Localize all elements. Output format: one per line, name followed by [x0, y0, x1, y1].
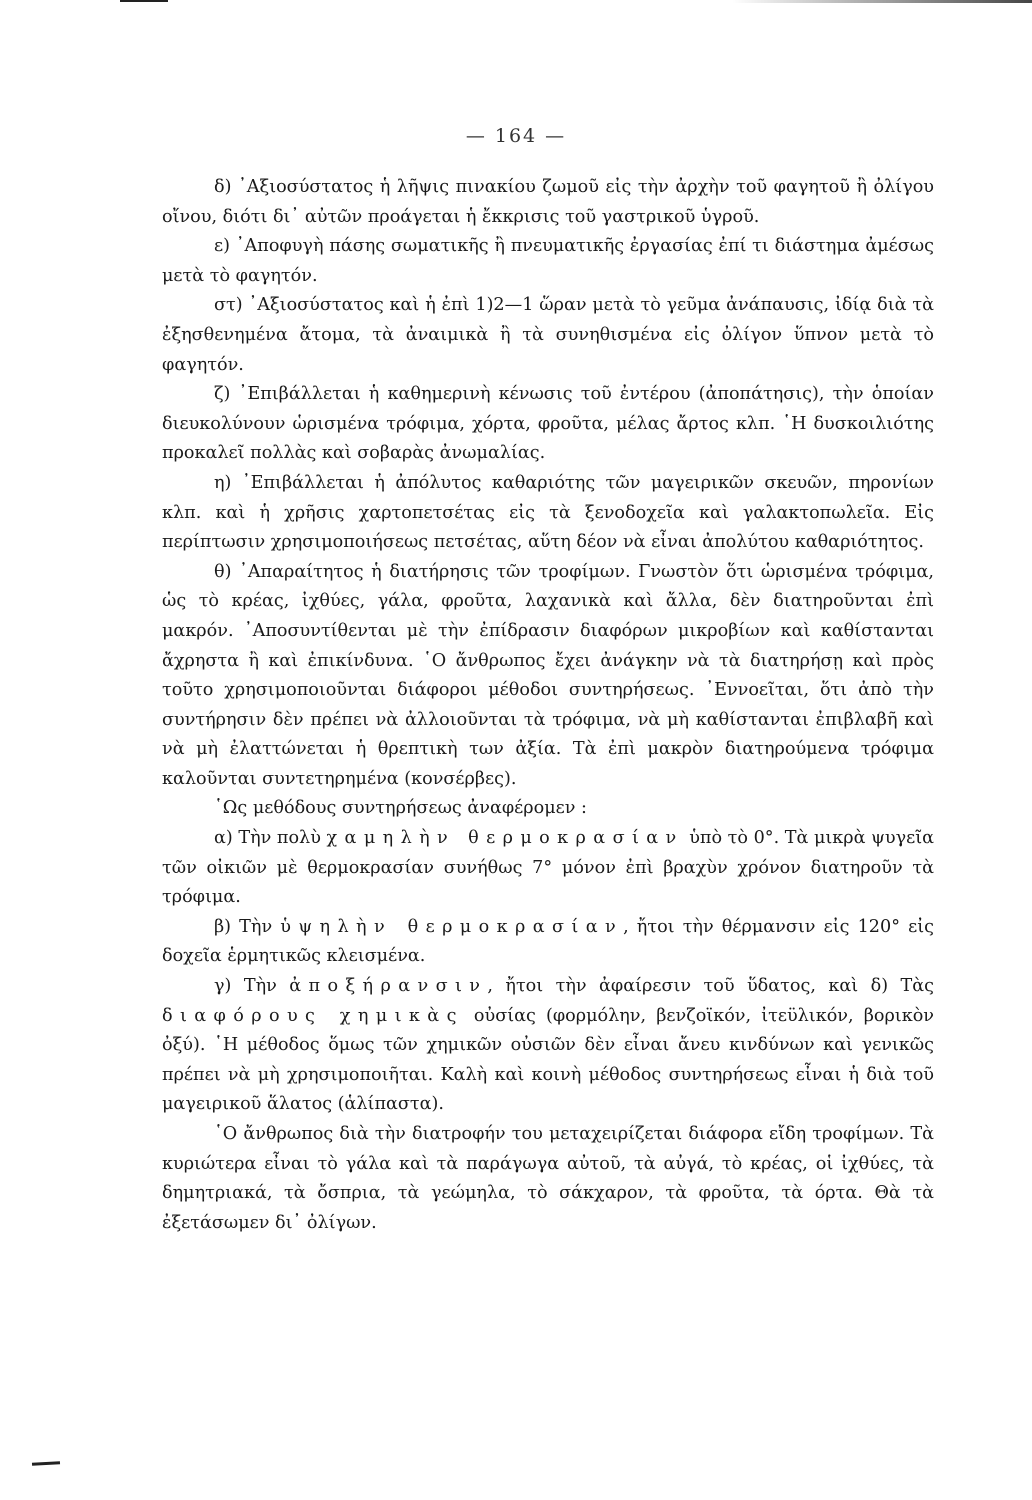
margin-mark: [32, 1461, 60, 1465]
paragraph-g-spaced-2: διαφόρους χημικὰς: [162, 1005, 464, 1026]
paragraph-b-rest: , ἤτοι τὴν θέρμανσιν εἰς 120° εἰς δοχεῖα ἑρμητικῶς κλεισμένα.: [162, 916, 934, 967]
paragraph-a-spaced: χαμηλὴν θερμοκρασίαν: [326, 828, 684, 849]
paragraph-b-spaced: ὑψηλὴν θερμοκρασίαν: [280, 916, 624, 937]
paragraph-d: δ) ᾽Αξιοσύστατος ἡ λῆψις πινακίου ζωμοῦ εἰς τὴν ἀρχὴν τοῦ φαγητοῦ ἢ ὀλίγου οἴνου, διότι δι᾽ αὐτῶν προάγεται ἡ ἔκκρισις τοῦ γαστρικοῦ ὑγροῦ.: [162, 177, 934, 227]
paragraph-th: θ) ᾽Απαραίτητος ἡ διατήρησις τῶν τροφίμων. Γνωστὸν ὅτι ὡρισμένα τρόφιμα, ὡς τὸ κρέας, ἰχθύες, γάλα, φροῦτα, λαχανικὰ καὶ ἄλλα, δὲν διατηροῦνται ἐπὶ μακρόν. ᾽Αποσυντίθενται μὲ τὴν ἐπίδρασιν διαφόρων μικροβίων καὶ καθίστανται ἄχρηστα ἢ καὶ ἐπικίνδυνα. ῾Ο ἄνθρωπος ἔχει ἀνάγκην νὰ τὰ διατηρήσῃ καὶ πρὸς τοῦτο χρησιμοποιοῦνται διάφοροι μέθοδοι συντηρήσεως. ᾽Εννοεῖται, ὅτι ἀπὸ τὴν συντήρησιν δὲν πρέπει νὰ ἀλλοιοῦνται τὰ τρόφιμα, νὰ μὴ καθίστανται ἐπιβλαβῆ καὶ νὰ μὴ ἐλαττώνεται ἡ θρεπτικὴ των ἀξία. Τὰ ἐπὶ μακρὸν διατηρούμενα τρόφιμα καλοῦνται συντετηρημένα (κονσέρβες).: [162, 561, 934, 789]
paragraph-closing: ῾Ο ἄνθρωπος διὰ τὴν διατροφήν του μεταχειρίζεται διάφορα εἴδη τροφίμων. Τὰ κυριώτερα εἶναι τὸ γάλα καὶ τὰ παράγωγα αὐτοῦ, τὰ αὐγά, τὸ κρέας, οἱ ἰχθύες, τὰ δημητριακά, τὰ ὄσπρια, τὰ γεώμηλα, τὸ σάκχαρον, τὰ φροῦτα, τὰ όρτα. Θὰ τὰ ἐξετάσωμεν δι᾽ ὀλίγων.: [162, 1124, 934, 1233]
paragraph-g-middle: , ἤτοι τὴν ἀφαίρεσιν τοῦ ὕδατος, καὶ δ) Τὰς: [487, 976, 934, 997]
scan-top-edge: [732, 0, 1032, 3]
paragraph-h: η) ᾽Επιβάλλεται ἡ ἀπόλυτος καθαριότης τῶν μαγειρικῶν σκευῶν, πηρονίων κλπ. καὶ ἡ χρῆσις χαρτοπετσέτας εἰς τὰ ξενοδοχεῖα καὶ γαλακτοπωλεῖα. Εἰς περίπτωσιν χρησιμοποιήσεως πετσέτας, αὕτη δέον νὰ εἶναι ἀπολύτου καθαριότητος.: [162, 472, 934, 553]
paragraph-b-prefix: β) Τὴν: [214, 916, 281, 937]
body-text: [162, 173, 934, 1238]
paragraph-g: [162, 972, 934, 1120]
paragraph-g-spaced-1: ἀποξήρανσιν: [289, 976, 488, 997]
scan-top-rule: [120, 0, 168, 2]
paragraph-a-prefix: α) Τὴν πολὺ: [214, 828, 327, 849]
paragraph-e: ε) ᾽Αποφυγὴ πάσης σωματικῆς ἢ πνευματικῆς ἐργασίας ἐπί τι διάστημα ἀμέσως μετὰ τὸ φαγητόν.: [162, 236, 934, 286]
paragraph-a: [162, 824, 934, 913]
paragraph-a-rest: ὑπὸ τὸ 0°. Τὰ μικρὰ ψυγεῖα τῶν οἰκιῶν μὲ θερμοκρασίαν συνήθως 7° μόνον ἐπὶ βραχὺν χρόνον διατηροῦν τὰ τρόφιμα.: [162, 828, 935, 908]
methods-intro: ῾Ως μεθόδους συντηρήσεως ἀναφέρομεν :: [214, 798, 587, 819]
paragraph-g-rest: οὐσίας (φορμόλην, βενζοϊκόν, ἰτεϋλικόν, βορικὸν ὀξύ). ῾Η μέθοδος ὅμως τῶν χημικῶν οὐσιῶν δὲν εἶναι ἄνευ κινδύνων καὶ γενικῶς πρέπει νὰ μὴ χρησιμοποιῆται. Καλὴ καὶ κοινὴ μέθοδος συντηρήσεως εἶναι ἡ διὰ τοῦ μαγειρικοῦ ἅλατος (ἁλίπαστα).: [162, 1005, 934, 1115]
page-number: — 164 —: [465, 125, 567, 147]
paragraph-b: [162, 913, 934, 972]
paragraph-z: ζ) ᾽Επιβάλλεται ἡ καθημερινὴ κένωσις τοῦ ἐντέρου (ἀποπάτησις), τὴν ὁποίαν διευκολύνουν ὡρισμένα τρόφιμα, χόρτα, φροῦτα, μέλας ἄρτος κλπ. ῾Η δυσκοιλιότης προκαλεῖ πολλὰς καὶ σοβαρὰς ἀνωμαλίας.: [162, 384, 934, 464]
paragraph-st: στ) ᾽Αξιοσύστατος καὶ ἡ ἐπὶ 1)2—1 ὥραν μετὰ τὸ γεῦμα ἀνάπαυσις, ἰδίᾳ διὰ τὰ ἐξησθενημένα ἄτομα, τὰ ἀναιμικὰ ἢ τὰ συνηθισμένα εἰς ὀλίγον ὕπνον μετὰ τὸ φαγητόν.: [162, 295, 934, 375]
paragraph-g-prefix: γ) Τὴν: [214, 976, 290, 997]
